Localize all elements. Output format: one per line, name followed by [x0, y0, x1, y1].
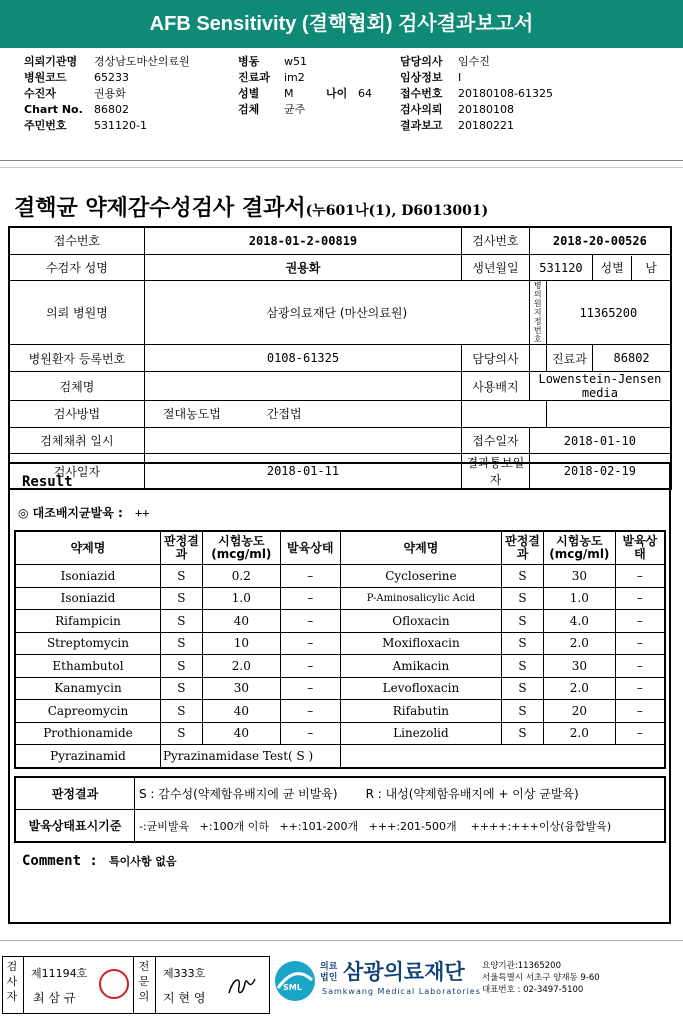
drug-growth: – — [280, 610, 340, 633]
legend-judge-text — [135, 777, 666, 810]
info-method — [144, 401, 461, 428]
legend-judge-s: S : 감수성(약제함유배지에 균 비발육) — [139, 787, 338, 801]
info-empty-2 — [546, 401, 671, 428]
drug-growth: – — [280, 565, 340, 588]
drug-name: Isoniazid — [15, 565, 160, 588]
info-medium: Lowenstein-Jensen media — [529, 372, 671, 401]
drug-name: Levofloxacin — [340, 677, 501, 700]
label-clinical-info: 임상정보 — [400, 71, 443, 84]
drug-name: P-Aminosalicylic Acid — [340, 587, 501, 610]
logo-icon — [272, 958, 318, 1004]
drug-growth: – — [280, 655, 340, 678]
value-dept: im2 — [284, 71, 305, 84]
info-label-patient-no: 병원환자 등록번호 — [9, 345, 144, 372]
info-doctor — [529, 345, 546, 372]
header-divider — [0, 160, 683, 161]
drug-conc: 40 — [202, 610, 280, 633]
label-doctor: 담당의사 — [400, 55, 443, 68]
drug-judge: S — [160, 610, 202, 633]
drug-growth: – — [280, 632, 340, 655]
info-label-receipt-date: 접수일자 — [462, 427, 530, 454]
control-value: ++ — [134, 506, 150, 520]
drug-growth: – — [615, 565, 665, 588]
drug-name: Streptomycin — [15, 632, 160, 655]
result-title: Result — [22, 474, 73, 490]
corp-label-1: 의료 — [320, 962, 338, 972]
value-request-date: 20180108 — [458, 103, 514, 116]
info-method-2: 간접법 — [266, 407, 302, 422]
pza-drug: Pyrazinamid — [15, 745, 160, 768]
drug-growth: – — [280, 587, 340, 610]
info-label-hospital: 의뢰 병원명 — [9, 281, 144, 345]
info-label-test-date: 검사일자 — [9, 454, 144, 490]
divider — [23, 957, 24, 1013]
info-sex: 남 — [645, 261, 657, 276]
info-test-date: 2018-01-11 — [144, 454, 461, 490]
header-col2 — [238, 54, 372, 118]
info-label-specimen: 검체명 — [9, 372, 144, 401]
drug-name: Rifampicin — [15, 610, 160, 633]
drug-growth: – — [615, 632, 665, 655]
value-age: 64 — [358, 87, 372, 100]
drug-name: Ofloxacin — [340, 610, 501, 633]
drug-growth: – — [280, 722, 340, 745]
drug-name: Kanamycin — [15, 677, 160, 700]
drug-name: Rifabutin — [340, 700, 501, 723]
info-method-1: 절대농도법 — [162, 407, 221, 422]
info-label-sex: 성별 — [593, 256, 631, 280]
info-label-test-no: 검사번호 — [462, 227, 530, 254]
header-col1 — [24, 54, 190, 134]
tester-name: 최 삼 규 — [33, 991, 76, 1005]
drug-table — [14, 530, 666, 769]
info-label-birth: 생년월일 — [462, 254, 530, 281]
value-result-date: 20180221 — [458, 119, 514, 132]
divider — [155, 957, 156, 1013]
drug-growth: – — [280, 700, 340, 723]
th-judge-left: 판정결과 — [160, 531, 202, 565]
label-request-date: 검사의뢰 — [400, 103, 443, 116]
legend-growth-label: 발육상태표시기준 — [15, 810, 135, 843]
drug-growth: – — [615, 700, 665, 723]
drug-judge: S — [502, 587, 544, 610]
header-col3 — [400, 54, 553, 134]
drug-judge: S — [160, 655, 202, 678]
drug-name: Moxifloxacin — [340, 632, 501, 655]
info-label-medium: 사용배지 — [462, 372, 530, 401]
signature-icon — [225, 969, 261, 1001]
label-specimen: 검체 — [238, 103, 260, 116]
drug-growth: – — [615, 722, 665, 745]
org-english-name: Samkwang Medical Laboratories — [322, 987, 481, 996]
page-title — [14, 191, 488, 222]
signature-box — [2, 956, 270, 1014]
logo-badge: SML — [283, 983, 302, 992]
value-hospital-code: 65233 — [94, 71, 129, 84]
drug-conc: 2.0 — [543, 722, 615, 745]
corp-label — [320, 962, 337, 984]
table-row — [15, 700, 665, 723]
value-doctor: 임수진 — [458, 55, 490, 68]
info-label-method: 검사방법 — [9, 401, 144, 428]
info-receipt-date: 2018-01-10 — [529, 427, 671, 454]
drug-conc: 0.2 — [202, 565, 280, 588]
info-table — [8, 226, 672, 490]
info-label-designated: 병의원 지정번호 — [529, 281, 546, 345]
comment — [22, 850, 177, 869]
th-growth-left: 발육상태 — [280, 531, 340, 565]
drug-conc: 20 — [543, 700, 615, 723]
drug-name: Capreomycin — [15, 700, 160, 723]
value-clinical-info: I — [458, 71, 462, 84]
info-name: 권용화 — [144, 254, 461, 281]
info-collect — [144, 427, 461, 454]
drug-conc: 10 — [202, 632, 280, 655]
label-chart-no: Chart No. — [24, 103, 83, 116]
drug-name: Cycloserine — [340, 565, 501, 588]
info-label-collect: 검체채취 일시 — [9, 427, 144, 454]
drug-judge: S — [502, 677, 544, 700]
drug-judge: S — [502, 722, 544, 745]
th-judge-right: 판정결과 — [502, 531, 544, 565]
drug-name: Linezolid — [340, 722, 501, 745]
drug-judge: S — [160, 565, 202, 588]
info-patient-no: 0108-61325 — [144, 345, 461, 372]
info-hospital: 삼광의료재단 (마산의료원) — [144, 281, 529, 345]
divider — [133, 957, 134, 1013]
info-label-dept: 진료과 — [546, 345, 593, 372]
tester-label: 검사자 — [6, 960, 18, 1003]
footer-divider — [0, 940, 683, 941]
value-ward: w51 — [284, 55, 307, 68]
value-patient: 권용화 — [94, 87, 126, 100]
info-label-doctor: 담당의사 — [462, 345, 530, 372]
table-row — [15, 632, 665, 655]
manager-label: 전문의 — [138, 960, 150, 1003]
drug-conc: 2.0 — [543, 677, 615, 700]
th-conc-right: 시험농도 (mcg/ml) — [543, 531, 615, 565]
drug-conc: 2.0 — [543, 632, 615, 655]
value-sex: M — [284, 87, 294, 100]
table-row — [15, 722, 665, 745]
table-row — [15, 677, 665, 700]
th-growth-right: 발육상태 — [615, 531, 665, 565]
drug-name: Amikacin — [340, 655, 501, 678]
org-code: 요양기관:11365200 — [482, 961, 561, 971]
corp-label-2: 법인 — [320, 973, 338, 983]
org-name: 삼광의료재단 — [343, 960, 465, 984]
tester-no: 제11194호 — [31, 967, 88, 980]
th-drug-right: 약제명 — [340, 531, 501, 565]
th-drug-left: 약제명 — [15, 531, 160, 565]
info-dept: 86802 — [593, 345, 671, 372]
info-label-report-date: 결과통보일자 — [462, 454, 530, 490]
drug-growth: – — [615, 610, 665, 633]
drug-judge: S — [502, 655, 544, 678]
control-growth — [18, 504, 149, 521]
info-test-no: 2018-20-00526 — [529, 227, 671, 254]
org-info — [482, 960, 600, 996]
table-row — [15, 655, 665, 678]
label-ward: 병동 — [238, 55, 260, 68]
manager-no: 제333호 — [163, 967, 206, 980]
info-designated: 11365200 — [546, 281, 671, 345]
info-label-name: 수검자 성명 — [9, 254, 144, 281]
info-specimen — [144, 372, 461, 401]
table-row — [15, 565, 665, 588]
page-title-text: 결핵균 약제감수성검사 결과서 — [14, 195, 306, 221]
drug-conc: 40 — [202, 700, 280, 723]
info-reception-no: 2018-01-2-00819 — [144, 227, 461, 254]
info-empty-1 — [462, 401, 547, 428]
drug-growth: – — [615, 655, 665, 678]
org-address: 서울특별시 서초구 양재동 9-60 — [482, 973, 600, 983]
header-divider-2 — [0, 167, 683, 168]
value-hospital: 경상남도마산의료원 — [94, 55, 190, 68]
legend-judge-r: R : 내성(약제함유배지에 + 이상 균발육) — [365, 787, 579, 801]
value-receipt-no: 20180108-61325 — [458, 87, 553, 100]
legend-table — [14, 776, 666, 843]
control-label: ◎ 대조배지균발육 : — [18, 506, 123, 520]
report-title-bar: AFB Sensitivity (결핵협회) 검사결과보고서 — [0, 0, 683, 48]
drug-judge: S — [160, 587, 202, 610]
table-row — [15, 610, 665, 633]
drug-conc: 30 — [543, 655, 615, 678]
drug-conc: 1.0 — [202, 587, 280, 610]
legend-growth-text: -:균비발육 +:100개 이하 ++:101-200개 +++:201-500개 ++++:+++이상(융합발육) — [135, 810, 666, 843]
drug-judge: S — [502, 632, 544, 655]
drug-name: Isoniazid — [15, 587, 160, 610]
pza-result: Pyrazinamidase Test( S ) — [160, 745, 340, 768]
label-receipt-no: 접수번호 — [400, 87, 443, 100]
drug-judge: S — [160, 632, 202, 655]
drug-judge: S — [160, 677, 202, 700]
seal-stamp-icon — [99, 969, 129, 999]
manager-name: 지 현 영 — [163, 991, 206, 1005]
label-resident-no: 주민번호 — [24, 119, 67, 132]
comment-text: 특이사항 없음 — [108, 855, 177, 868]
info-report-date: 2018-02-19 — [529, 454, 671, 490]
label-hospital-code: 병원코드 — [24, 71, 67, 84]
drug-name: Prothionamide — [15, 722, 160, 745]
drug-conc: 30 — [543, 565, 615, 588]
drug-judge: S — [502, 610, 544, 633]
drug-growth: – — [280, 677, 340, 700]
drug-conc: 30 — [202, 677, 280, 700]
drug-conc: 4.0 — [543, 610, 615, 633]
th-conc-left: 시험농도 (mcg/ml) — [202, 531, 280, 565]
drug-judge: S — [160, 722, 202, 745]
drug-conc: 40 — [202, 722, 280, 745]
value-resident-no: 531120-1 — [94, 119, 147, 132]
value-specimen: 균주 — [284, 103, 306, 116]
label-hospital: 의뢰기관명 — [24, 55, 78, 68]
org-phone: 대표번호 : 02-3497-5100 — [482, 985, 584, 995]
drug-conc: 2.0 — [202, 655, 280, 678]
pza-row — [15, 745, 665, 768]
pza-empty — [340, 745, 665, 768]
drug-judge: S — [160, 700, 202, 723]
info-label-reception-no: 접수번호 — [9, 227, 144, 254]
comment-label: Comment : — [22, 853, 98, 869]
drug-growth: – — [615, 587, 665, 610]
label-patient: 수진자 — [24, 87, 56, 100]
drug-name: Ethambutol — [15, 655, 160, 678]
drug-growth: – — [615, 677, 665, 700]
label-sex: 성별 — [238, 87, 260, 100]
legend-judge-label: 판정결과 — [15, 777, 135, 810]
table-row — [15, 587, 665, 610]
drug-judge: S — [502, 565, 544, 588]
value-chart-no: 86802 — [94, 103, 129, 116]
page-subtitle: (누601나(1), D6013001) — [305, 203, 489, 219]
drug-conc: 1.0 — [543, 587, 615, 610]
label-age: 나이 — [326, 87, 348, 100]
label-dept: 진료과 — [238, 71, 270, 84]
info-birth: 531120 — [529, 254, 592, 281]
label-result-date: 결과보고 — [400, 119, 443, 132]
drug-judge: S — [502, 700, 544, 723]
